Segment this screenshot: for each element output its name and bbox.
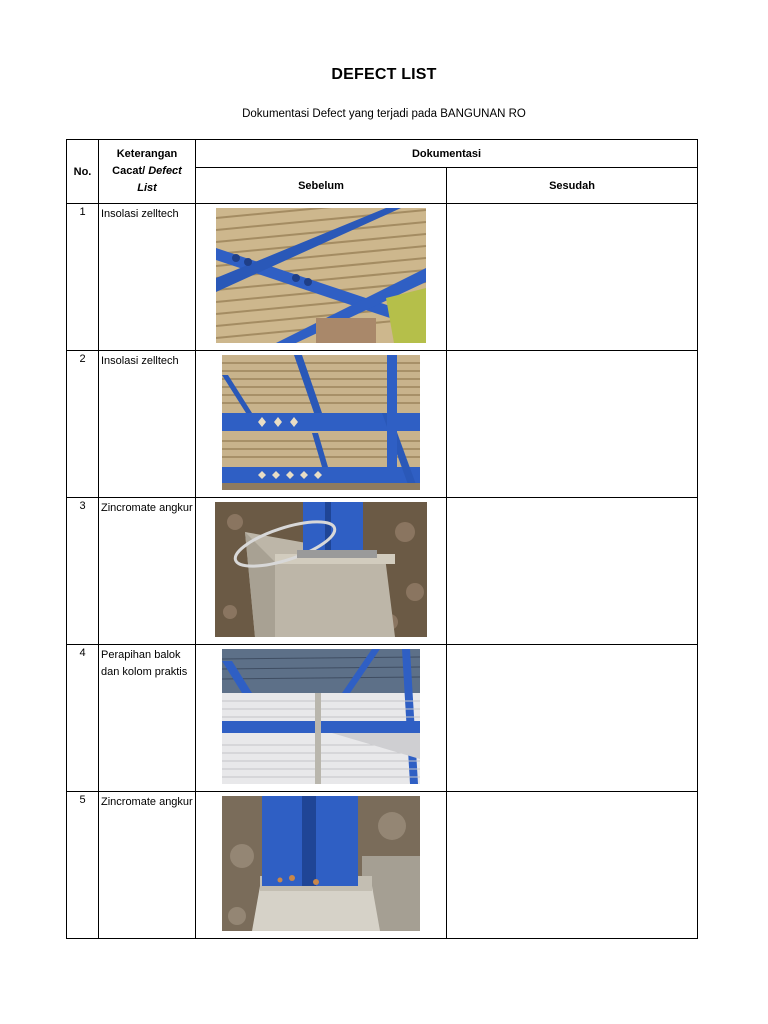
blue-steel-roof-beams-photo — [222, 355, 420, 490]
row-photo-sebelum — [196, 792, 447, 939]
header-no: No. — [67, 140, 99, 204]
header-sebelum: Sebelum — [196, 168, 447, 204]
blue-steel-roof-truss-photo — [216, 208, 426, 343]
row-photo-sebelum — [196, 204, 447, 351]
row-number: 5 — [67, 792, 99, 939]
row-photo-sesudah — [447, 351, 698, 498]
row-photo-sesudah — [447, 498, 698, 645]
header-keterangan-list: List — [137, 182, 157, 194]
row-keterangan: Perapihan balok dan kolom praktis — [99, 645, 196, 792]
header-keterangan-line1: Keterangan — [116, 148, 178, 160]
document-subtitle: Dokumentasi Defect yang terjadi pada BANGUNAN RO — [242, 108, 526, 120]
header-sesudah: Sesudah — [447, 168, 698, 204]
header-dokumentasi: Dokumentasi — [196, 140, 698, 168]
table-row — [67, 498, 698, 645]
table-row — [67, 792, 698, 939]
table-row — [67, 204, 698, 351]
document-title: DEFECT LIST — [331, 66, 437, 83]
table-row — [67, 351, 698, 498]
brick-wall-blue-beam-photo — [222, 649, 420, 784]
blue-column-concrete-base-photo — [222, 796, 420, 931]
row-photo-sebelum — [196, 351, 447, 498]
steel-column-anchor-base-photo — [215, 502, 427, 637]
table-row — [67, 645, 698, 792]
row-photo-sesudah — [447, 645, 698, 792]
row-photo-sesudah — [447, 204, 698, 351]
header-keterangan — [99, 140, 196, 204]
header-keterangan-line2: Cacat/ — [112, 165, 149, 177]
row-keterangan: Zincromate angkur — [99, 498, 196, 645]
row-photo-sebelum — [196, 645, 447, 792]
defect-table — [66, 139, 698, 939]
row-photo-sebelum — [196, 498, 447, 645]
row-keterangan: Insolasi zelltech — [99, 204, 196, 351]
row-number: 4 — [67, 645, 99, 792]
row-photo-sesudah — [447, 792, 698, 939]
row-number: 1 — [67, 204, 99, 351]
header-keterangan-defect: Defect — [148, 165, 182, 177]
row-keterangan: Insolasi zelltech — [99, 351, 196, 498]
row-number: 2 — [67, 351, 99, 498]
row-number: 3 — [67, 498, 99, 645]
row-keterangan: Zincromate angkur — [99, 792, 196, 939]
